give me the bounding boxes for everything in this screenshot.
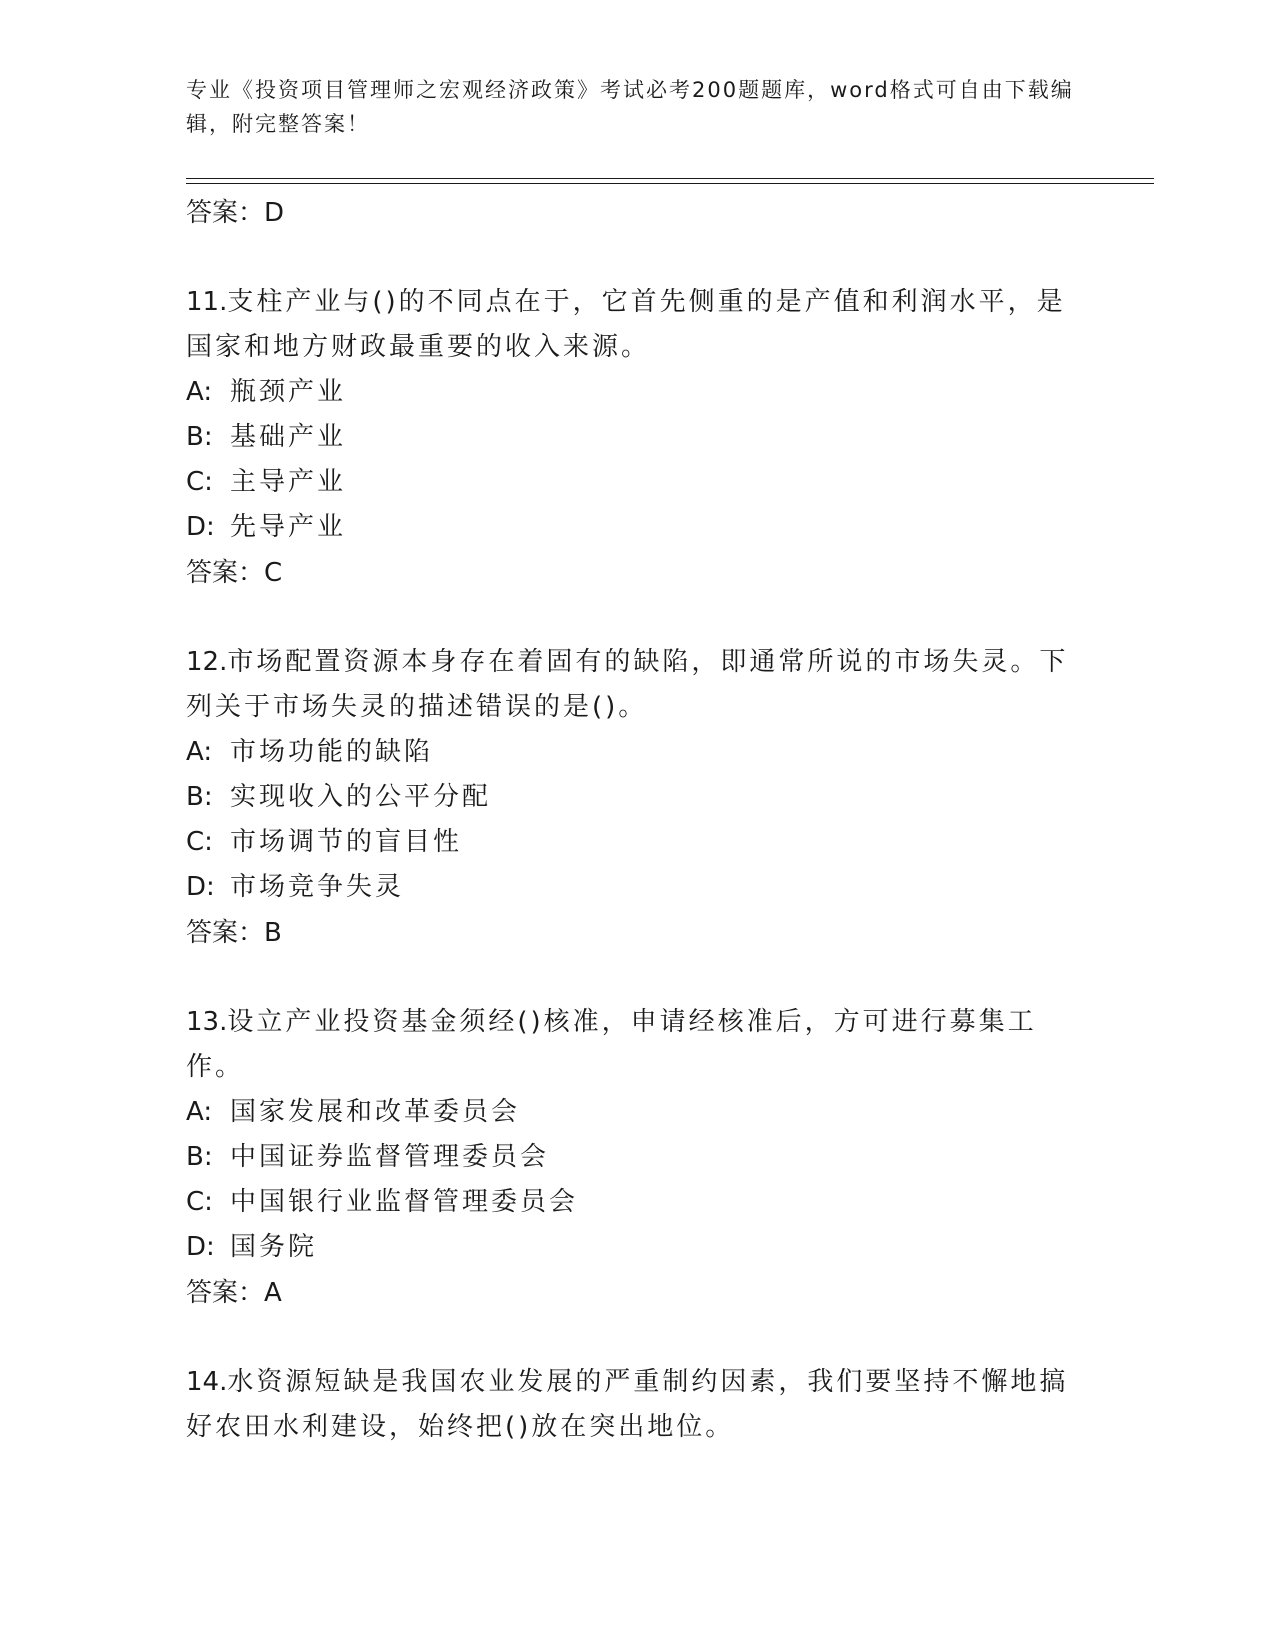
option-text: 市场功能的缺陷 — [230, 737, 434, 767]
option-c — [186, 460, 1086, 505]
header-divider — [186, 178, 1154, 179]
option-key: C: — [186, 1187, 213, 1217]
answer-line: 答案：B — [186, 918, 282, 948]
option-key: B: — [186, 782, 213, 812]
option-key: A: — [186, 1097, 213, 1127]
question-number: 13. — [186, 1007, 228, 1037]
question-stem: 市场配置资源本身存在着固有的缺陷，即通常所说的市场失灵。下列关于市场失灵的描述错误的是()。 — [186, 647, 1069, 722]
option-text: 中国银行业监督管理委员会 — [230, 1187, 579, 1217]
question-text — [186, 280, 1086, 370]
answer-line: 答案：A — [186, 1278, 282, 1308]
option-key: C: — [186, 467, 213, 497]
answer-line: 答案：C — [186, 558, 283, 588]
option-key: A: — [186, 737, 213, 767]
question-list — [186, 190, 1086, 1450]
option-c — [186, 820, 1086, 865]
option-d — [186, 865, 1086, 910]
option-text: 实现收入的公平分配 — [230, 782, 492, 812]
option-key: A: — [186, 377, 213, 407]
option-d — [186, 505, 1086, 550]
option-text: 瓶颈产业 — [230, 377, 347, 407]
option-b — [186, 775, 1086, 820]
option-key: C: — [186, 827, 213, 857]
question-number: 11. — [186, 287, 228, 317]
question-13 — [186, 1000, 1086, 1316]
option-a — [186, 730, 1086, 775]
option-key: B: — [186, 1142, 213, 1172]
option-text: 国家发展和改革委员会 — [230, 1097, 521, 1127]
question-number: 12. — [186, 647, 228, 677]
question-text — [186, 1000, 1086, 1090]
question-text — [186, 640, 1086, 730]
option-b — [186, 415, 1086, 460]
option-key: D: — [186, 512, 215, 542]
option-key: B: — [186, 422, 213, 452]
option-text: 市场竞争失灵 — [230, 872, 405, 902]
previous-answer: 答案：D — [186, 198, 285, 228]
question-14 — [186, 1360, 1086, 1450]
header-divider-secondary — [186, 183, 1154, 184]
option-key: D: — [186, 1232, 215, 1262]
option-b — [186, 1135, 1086, 1180]
question-11 — [186, 280, 1086, 596]
option-text: 先导产业 — [230, 512, 347, 542]
question-stem: 水资源短缺是我国农业发展的严重制约因素，我们要坚持不懈地搞好农田水利建设，始终把()放在突出地位。 — [186, 1367, 1069, 1442]
question-12 — [186, 640, 1086, 956]
option-text: 国务院 — [230, 1232, 318, 1262]
question-text — [186, 1360, 1086, 1450]
option-text: 基础产业 — [230, 422, 347, 452]
option-text: 中国证券监督管理委员会 — [230, 1142, 550, 1172]
question-stem: 设立产业投资基金须经()核准，申请经核准后，方可进行募集工作。 — [186, 1007, 1037, 1082]
option-a — [186, 370, 1086, 415]
option-text: 市场调节的盲目性 — [230, 827, 463, 857]
option-text: 主导产业 — [230, 467, 347, 497]
option-c — [186, 1180, 1086, 1225]
option-d — [186, 1225, 1086, 1270]
question-stem: 支柱产业与()的不同点在于，它首先侧重的是产值和利润水平，是国家和地方财政最重要的收入来源。 — [186, 287, 1066, 362]
question-number: 14. — [186, 1367, 228, 1397]
option-key: D: — [186, 872, 215, 902]
option-a — [186, 1090, 1086, 1135]
document-header: 专业《投资项目管理师之宏观经济政策》考试必考200题题库，word格式可自由下载编辑，附完整答案！ — [186, 78, 1074, 136]
